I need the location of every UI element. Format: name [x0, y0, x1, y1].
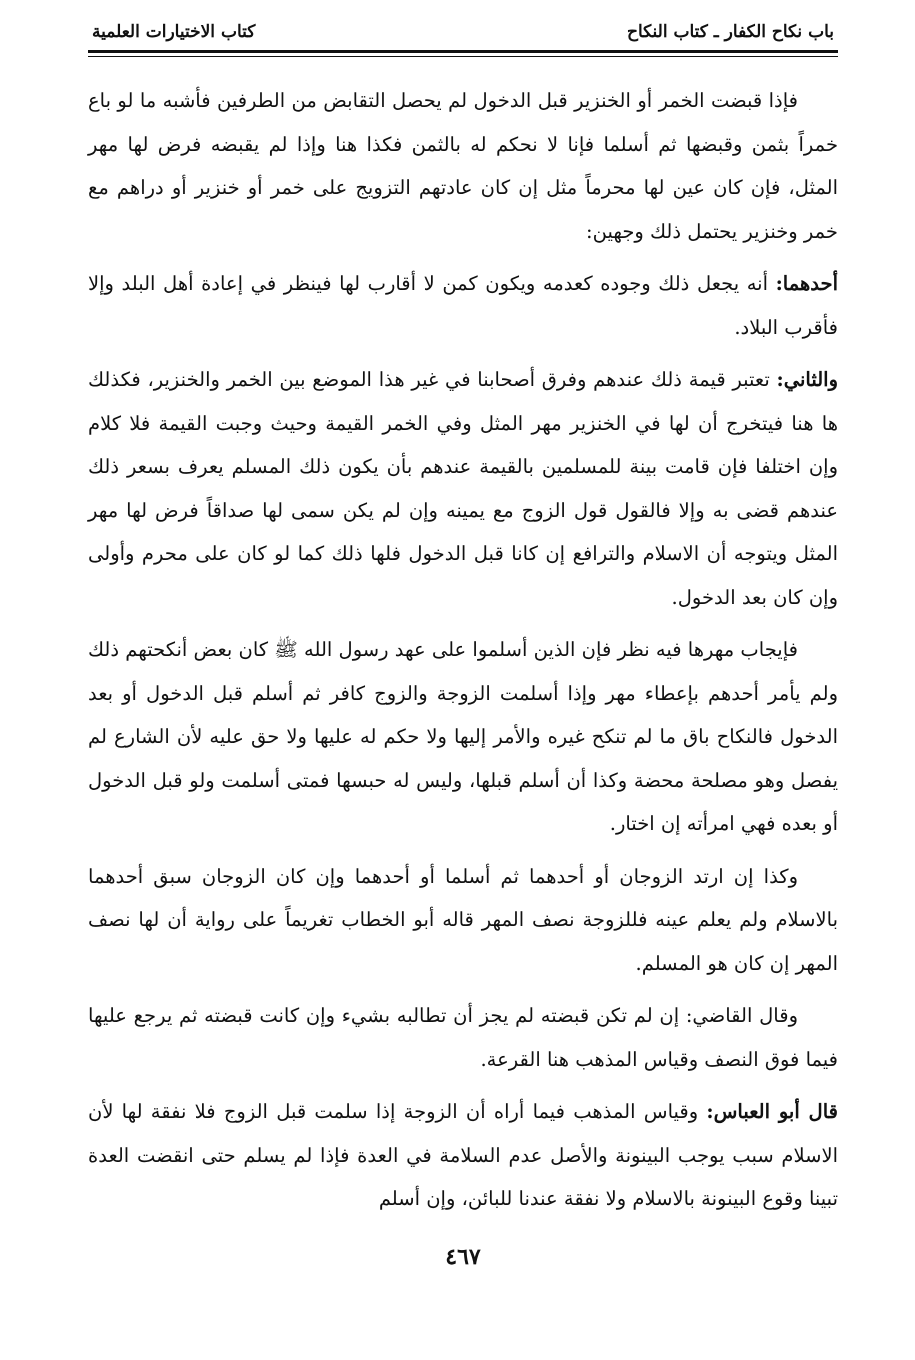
paragraph-text: فإذا قبضت الخمر أو الخنزير قبل الدخول لم يحصل التقابض من الطرفين فأشبه ما لو باع خمراً بثمن وقبضها ثم أسلما فإنا لا نحكم له بالثمن فكذا هنا وإذا لم يقبضه فرض لها مهر المثل، فإن كان عين لها محرماً مثل إن كان عادتهم التزويج على خمر أو خنزير أو دراهم مع خمر وخنزير يحتمل ذلك وجهين: — [88, 89, 838, 243]
page-body — [88, 79, 838, 1221]
paragraph-text: أنه يجعل ذلك وجوده كعدمه ويكون كمن لا أقارب لها فينظر في إعادة أهل البلد وإلا فأقرب البلاد. — [88, 272, 838, 339]
paragraph — [88, 79, 838, 253]
paragraph-term: قال أبو العباس: — [706, 1100, 838, 1123]
paragraph — [88, 1090, 838, 1221]
book-page — [88, 22, 838, 1270]
header-book-title: كتاب الاختيارات العلمية — [92, 22, 256, 42]
paragraph — [88, 628, 838, 846]
page-number: ٤٦٧ — [445, 1244, 481, 1270]
header-rule-thick — [88, 50, 838, 53]
paragraph — [88, 994, 838, 1081]
paragraph-text: تعتبر قيمة ذلك عندهم وفرق أصحابنا في غير هذا الموضع بين الخمر والخنزير، فكذلك ها هنا فيتخرج أن لها في الخنزير مهر المثل وفي الخمر القيمة وحيث وجبت القيمة فلا كلام وإن اختلفا فإن قامت بينة للمسلمين بالقيمة عندهم بأن يكون ذلك المسلم يعرف بسعر ذلك عندهم قضى به وإلا فالقول قول الزوج مع يمينه وإن لم يكن سمى لها صداقاً فرض لها مهر المثل ويتوجه أن الاسلام والترافع إن كانا قبل الدخول فلها ذلك كما لو كان على محرم وأولى وإن كان بعد الدخول. — [88, 368, 838, 609]
paragraph-text: وكذا إن ارتد الزوجان أو أحدهما ثم أسلما أو أحدهما وإن كان الزوجان سبق أحدهما بالاسلام ولم يعلم عينه فللزوجة نصف المهر قاله أبو الخطاب تغريماً على رواية أن لها نصف المهر إن كان هو المسلم. — [88, 864, 838, 975]
paragraph-term: والثاني: — [776, 368, 838, 391]
paragraph — [88, 358, 838, 619]
running-header — [88, 22, 838, 48]
paragraph — [88, 855, 838, 986]
header-chapter-title: باب نكاح الكفار ـ كتاب النكاح — [626, 22, 834, 42]
paragraph-term: أحدهما: — [775, 272, 838, 295]
header-rule-thin — [88, 56, 838, 57]
paragraph-text: وقياس المذهب فيما أراه أن الزوجة إذا سلمت قبل الزوج فلا نفقة لها لأن الاسلام سبب يوجب البينونة والأصل عدم السلامة في العدة فإذا لم يسلم حتى انقضت العدة تبينا وقوع البينونة بالاسلام ولا نفقة عندنا للبائن، وإن أسلم — [88, 1100, 838, 1210]
paragraph — [88, 262, 838, 349]
paragraph-text: فإيجاب مهرها فيه نظر فإن الذين أسلموا على عهد رسول الله ﷺ كان بعض أنكحتهم ذلك ولم يأمر أحدهم بإعطاء مهر وإذا أسلمت الزوجة والزوج كافر ثم أسلم قبل الدخول أو بعد الدخول فالنكاح باق ما لم تنكح غيره والأمر إليها ولا حكم له عليها ولا حق عليه لأن الشارع لم يفصل وهو مصلحة محضة وكذا أن أسلم قبلها، وليس له حبسها فمتى أسلمت ولو قبل الدخول أو بعده فهي امرأته إن اختار. — [88, 638, 838, 835]
paragraph-text: وقال القاضي: إن لم تكن قبضته لم يجز أن تطالبه بشيء وإن كانت قبضته ثم يرجع عليها فيما فوق النصف وقياس المذهب هنا القرعة. — [88, 1004, 838, 1071]
